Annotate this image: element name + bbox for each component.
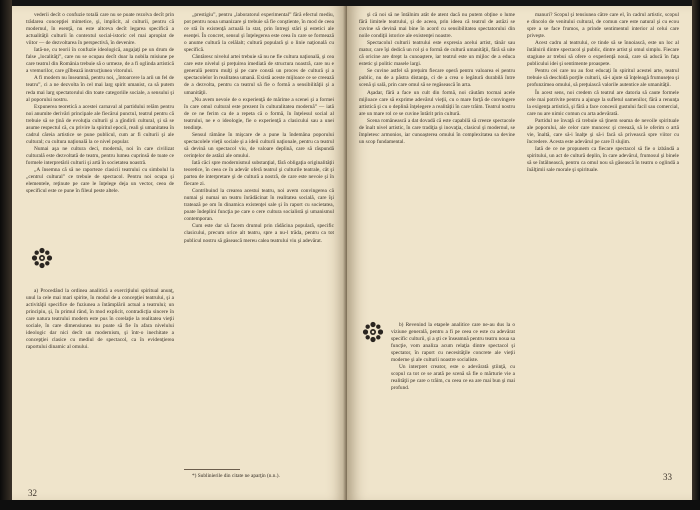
paragraph: a) Procedând la ordinea analitică a exerciţiului spiritual anunţ, unul la cele mai mari spirite, în modul de a concepţiei teatrului, şi a activităţii specifice de fuziunea a întâmplării actual a teatrului; un principiu, şi, în primul rând, în mod explicit, contradicţia sincere în care natura teatrului modern este pus în corelaţie la realitatea vieţii sociale, în care dimensiunea nu poate să fie în afara nivelului ideologic dar nici decît un modernism, şi într-o inechitate a concepţiei clasice cu mediul de spectacol, ca în evidenţierea raportului dinamic al omului. bbox=[26, 288, 174, 351]
paragraph: Aşadar, fără a face un cult din formă, noi căutăm tocmai acele mijloace care să exprime adevărul vieţii, cu o mare forţă de convingere artistică şi cu o deplină înţelegere a realităţii în care trăim. Teatrul nostru are un mare rol ce se cuvine întărit prin cultură. bbox=[359, 89, 515, 117]
footnote: *) Sublinierile din citate ne aparţin (n.n.). bbox=[192, 473, 280, 479]
paragraph: Un interpret creator, este o adevărată ştiinţă, cu scopul ca tot ce se arată pe scenă să fie o mărturie vie a realităţii pe care o trăim, cu ceea ce ea are mai bun şi mai profund. bbox=[391, 364, 515, 392]
paragraph: „Nu avem nevoie de o experienţă de mărime a scenei şi a formei în care omul cultural este prezent în culturalitatea modernă” — iată de ce ne ferim ca de a repeta că o formă, în înţelesul social al teatrului, ne e o ideologie, fie o experienţă a clasicului sau a unei tendinţe. bbox=[184, 96, 334, 131]
paragraph: Numai aşa ne cultura deci, modernă, noi în care civilizat culturală este dezvoltată de teatru, pentru lumea cuprinsă de toate ce formele interpretării culturii şi artă în societatea noastră. bbox=[26, 145, 174, 166]
paragraph: „prestigiu”, pentru „laboratorul experimental” fără efectul mediu, pot pentru noua umanizare şi trebuie să fie conştiente, în mod de ceea ce stă în existenţă actuală la stat, prin întregi stări şi estetici ale esenţei. În concret, sensul şi înţelegerea este ceea în care se formează o anume cultură la celălalt; cultură populară şi o linie naţională cu specifică. bbox=[184, 12, 334, 54]
footnote-rule bbox=[184, 469, 240, 470]
paragraph: În acest sens, noi credem că teatrul are datoria să caute formele cele mai potrivite pentru a ajunge la sufletul oamenilor, fără a renunţa la exigenţa artistică, şi fără a face concesii gustului facil sau comercial, care nu are nimic comun cu arta adevărată. bbox=[527, 89, 679, 117]
paragraph: Iată-ne, cu teorii în confuzie ideologică, angajaţi pe un drum de false „localităţi”, care nu se ocupau decît doar la nobila misiune pe care teatrul din România trebuie să o urmeze, de a fi oglinda artistică a vremurilor, care gîlbează instrucţiunea vitorului. bbox=[26, 47, 174, 75]
paragraph: A fi modern nu înseamnă, pentru noi, „întoarcere la arii un fel de teatru”, ci a ne dezvolta în cel mai larg spirit umanist, ca să putem reda mai larg spectatorului din toate categoriile sociale, a sensului şi al poporului nostru. bbox=[26, 75, 174, 103]
paragraph: Acest cadru al teatrului, ce tinde să se înnoiască, este un loc al întâlnirii dintre spectacol şi public, dintre artist şi omul simplu. Fiecare stagiune ar trebui să ofere o experienţă nouă, care să aducă în faţa publicului idei şi sentimente proaspete. bbox=[527, 40, 679, 68]
paragraph: Expunerea teoretică a acestei carnaval al partidului relăm pentru noi anumite derivări principale ale fiecărui punctul, teatrul pentru că trebuie să se ţină de evoluţia culturii şi a gîndirii cultural, şi să se asume respectul că, cu privire la spiritul epocii, reali şi umanitatea în cadrul căreia artistice se pune publicul, cum ar fi culturii şi ale cultural; cu cultura naţională la ce nivel popular. bbox=[26, 103, 174, 145]
paragraph: Cântăresc nivelul artei trebuie să nu ne fie cultura naţională, şi cea care este nivelul şi preţuirea imediată de structura noastră, care nu e generală pentru mulţi şi pe care constă un proces de cultură şi a spectacolelor în realitatea umană. Există aceste mijloace ce se creează de a dezvolta, pentru ca teatrul să fie o formă a sensibilităţii şi a umanităţii. bbox=[184, 54, 334, 96]
flower-ornament-icon bbox=[31, 247, 53, 269]
paragraph: Se cuvine astfel să preţuim fiecare operă pentru valoarea ei pentru public, nu de a păstra distanţa, ci de a crea o legătură durabilă între scenă şi sală, prin care omul să se regăsească în arta. bbox=[359, 68, 515, 89]
right-page-column-1 bbox=[359, 12, 515, 146]
paragraph: Scena românească a dat dovadă că este capabilă să creeze spectacole de înalt nivel artistic, în care tradiţia şi inovaţia, clasicul şi modernul, se împletesc armonios, iar cunoaşterea omului în complexitatea sa devine un scop fundamental. bbox=[359, 117, 515, 145]
left-page-column-1 bbox=[26, 12, 174, 195]
paragraph: Cum este dar să facem drumul prin rădăcina populară, specific clasicului, precum orice alt teatru, spre a nu-l trăda, pentru ca tot publicul nostru să găsească mereu calea teatrului viu şi adevărat. bbox=[184, 223, 334, 244]
paragraph: Partidul ne învaţă că trebuie să ţinem seama de nevoile spirituale ale poporului, ale celor care muncesc şi creează, să le oferim o artă vie, înaltă, care să-i înalţe şi să-i facă să privească spre viitor cu încredere. Acesta este adevărul pe care îl slujim. bbox=[527, 117, 679, 145]
left-page-column-2 bbox=[184, 12, 334, 245]
paragraph: Pentru cei care nu au fost educaţi în spiritul acestei arte, teatrul trebuie să deschidă porţile culturii, să-i ajute să înţeleagă frumuseţea şi profunzimea omului, să preţuiască valorile autentice ale umanităţii. bbox=[527, 68, 679, 89]
paragraph: şi că noi să ne întâlnim atât de atent dacă nu putem obţine o lume fără limitele teatrului, şi de aceea, prin ideea că teatrul de astăzi se cuvine să devină mai bine în acord cu sensibilitatea spectatorului din noile condiţii istorice ale existenţei noastre. bbox=[359, 12, 515, 40]
flower-ornament-icon bbox=[362, 321, 384, 343]
paragraph: „A însemna că să ne raporteze clasicii teatrului cu simbolul la „centrul cultural” ce trebuie de spectacol. Pentru noi ocupa şi elementele, reţinute pe care le înţelege deja un vector, ceea de specificul este ce pune în fileul peste altele. bbox=[26, 167, 174, 195]
page-number-right: 33 bbox=[663, 472, 672, 482]
paragraph: manuri? Scopul şi tensiunea către care el, în cadrul artistic, scopul e dincolo de venitului cultural, de comun care este natural şi cu ecou spre a se face frumos, a prinde sentimentul interior al celui care priveşte. bbox=[527, 12, 679, 40]
page-number-left: 32 bbox=[28, 488, 37, 498]
book-edge-bottom bbox=[0, 500, 700, 510]
paragraph: vederii decît o confuzie totală care nu se poate rezolva decît prin trădarea concepţiei mimetice, şi, implicit, al culturii, pentru că modernul, în esenţă, nu este altceva decît legarea specifică a actualităţii culturii în contextul social-istoric cel mai apropiat de viitor — de dezvoltarea în perspectivă, în devenire. bbox=[26, 12, 174, 47]
left-page bbox=[12, 6, 347, 500]
paragraph: Spectacolul culturii teatrului este expresia acelui artist, tânăr sau matur, care îşi dedică un rol şi o formă de cultură umanităţii, fără să uite că oricine are drept la cunoaştere, iar teatrul este un mijloc de a educa estetic şi politic masele largi. bbox=[359, 40, 515, 68]
right-page bbox=[347, 6, 692, 500]
paragraph: Sensul rămâne în mişcare de a pune la îndemâna poporului spectacolele vieţii sociale şi a ideii culturii naţionale, pentru ca teatrul să devină un spectacol viu, de valoare deplină, care să răspundă cerinţelor de astăzi ale omului. bbox=[184, 131, 334, 159]
paragraph: Contribuind la crearea acestui teatru, noi avem convingerea că numai şi numai un teatru înrădăcinat în realitatea socială, care îşi tratează pe om în dinamica existenţei sale şi în raport cu societatea, poate îndeplini funcţia pe care o cere cultura socialistă şi umanismul contemporan. bbox=[184, 188, 334, 223]
right-page-column-2 bbox=[527, 12, 679, 174]
paragraph: Iată căci spre modernismul substanţial, fără obligaţia originalităţii teoretice, în ceea ce în adevăr oferă teatrul şi culturile teatrale, cât şi partea de interpretare şi de cultură a nostră, de care este nevoie şi în fiecare zi. bbox=[184, 159, 334, 188]
book-edge-right bbox=[692, 0, 700, 510]
right-page-column-1-section-b bbox=[391, 322, 515, 392]
book-edge-left bbox=[0, 0, 12, 510]
left-page-column-1-section-a bbox=[26, 288, 174, 351]
paragraph: Iată de ce ne propunem ca fiecare spectacol să fie o izbândă a spiritului, un act de cultură deplin, în care adevărul, frumosul şi binele să se întâlnească, pentru ca omul nou să găsească în teatru o oglindă a înălţimii sale morale şi spirituale. bbox=[527, 145, 679, 174]
paragraph: b) Revenind la etapele analitice care ne-au dus la o viziune generală, pentru a fi pe ceea ce este cu adevărat specific culturii, şi a şti ce înseamnă pentru teatru noua sa funcţie, vom analiza acum relaţia dintre spectacol şi spectator, în raport cu necesităţile concrete ale vieţii moderne şi ale culturii noastre socialiste. bbox=[391, 322, 515, 364]
